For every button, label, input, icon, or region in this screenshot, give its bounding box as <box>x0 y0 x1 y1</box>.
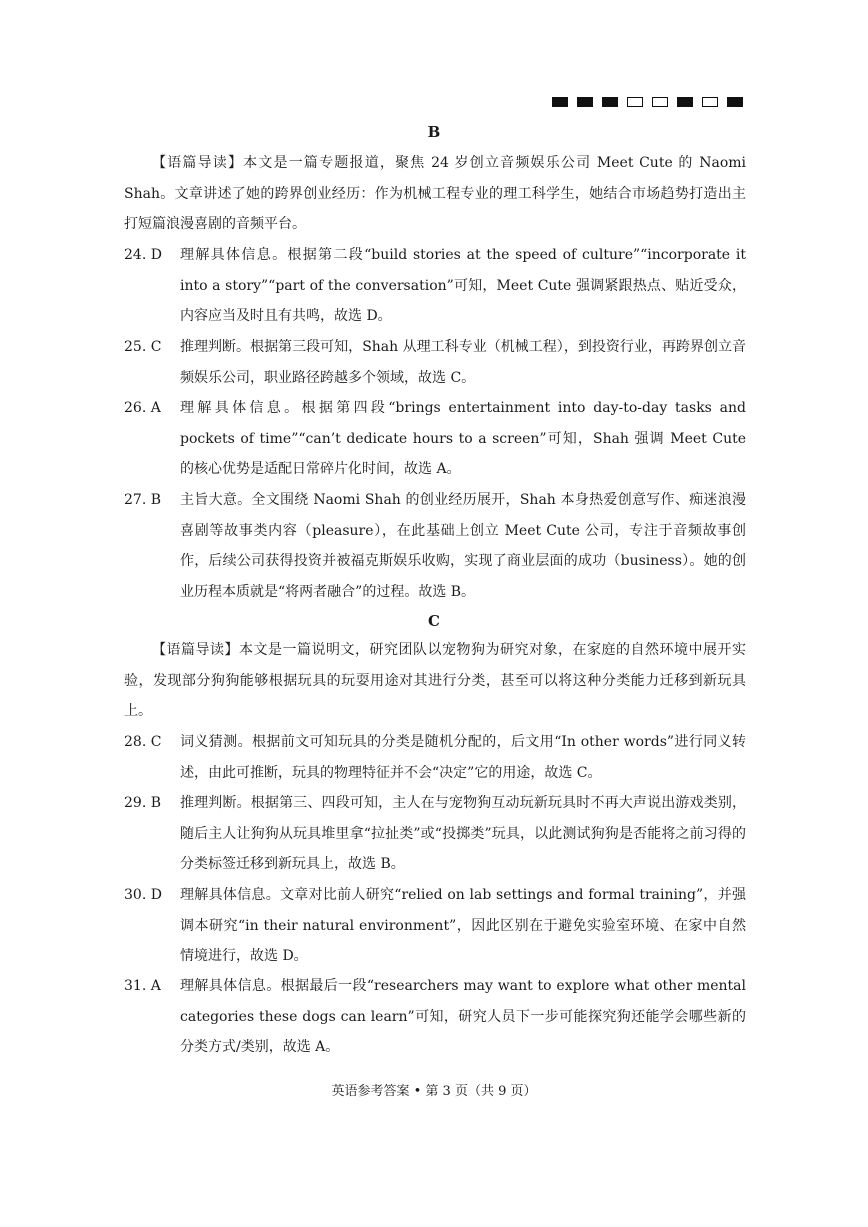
answer-number: 31. A <box>124 978 161 994</box>
section-b-label: B <box>427 123 441 141</box>
answer-28 <box>124 727 746 788</box>
answer-text: 词义猜测。根据前文可知玩具的分类是随机分配的，后文用“In other words”进行同义转述，由此可推断，玩具的物理特征并不会“决定”它的用途，故选 C。 <box>180 734 746 781</box>
answer-text: 主旨大意。全文围绕 Naomi Shah 的创业经历展开，Shah 本身热爱创意写作、痴迷浪漫喜剧等故事类内容（pleasure），在此基础上创立 Meet Cute 公司，专注于音频故事创作，后续公司获得投资并被福克斯娱乐收购，实现了商业层面的成功（business）。她的创业历程本质就是“将两者融合”的过程。故选 B。 <box>180 492 746 600</box>
answer-number: 30. D <box>124 887 162 903</box>
header-mark <box>702 97 718 107</box>
answer-number: 29. B <box>124 795 162 811</box>
header-marks <box>552 97 743 107</box>
answer-text: 推理判断。根据第三、四段可知，主人在与宠物狗互动玩新玩具时不再大声说出游戏类别，随后主人让狗狗从玩具堆里拿“拉扯类”或“投掷类”玩具，以此测试狗狗是否能将之前习得的分类标签迁移到新玩具上，故选 B。 <box>180 795 746 872</box>
answer-text: 推理判断。根据第三段可知，Shah 从理工科专业（机械工程），到投资行业，再跨界创立音频娱乐公司，职业路径跨越多个领域，故选 C。 <box>180 339 746 386</box>
section-c-intro: 【语篇导读】本文是一篇说明文，研究团队以宠物狗为研究对象，在家庭的自然环境中展开实验，发现部分狗狗能够根据玩具的玩耍用途对其进行分类，甚至可以将这种分类能力迁移到新玩具上。 <box>124 642 746 719</box>
header-mark <box>727 97 743 107</box>
header-mark <box>627 97 643 107</box>
answer-number: 24. D <box>124 247 162 263</box>
header-mark <box>602 97 618 107</box>
answer-29 <box>124 788 746 880</box>
section-b-intro: 【语篇导读】本文是一篇专题报道，聚焦 24 岁创立音频娱乐公司 Meet Cute 的 Naomi Shah。文章讲述了她的跨界创业经历：作为机械工程专业的理工科学生，她结合市场趋势打造出主打短篇浪漫喜剧的音频平台。 <box>124 155 746 232</box>
answer-31 <box>124 971 746 1063</box>
answer-text: 理解具体信息。根据第二段“build stories at the speed of culture”“incorporate it into a story”“part of the conversation”可知，Meet Cute 强调紧跟热点、贴近受众，内容应当及时且有共鸣，故选 D。 <box>180 247 746 324</box>
answer-number: 25. C <box>124 339 162 355</box>
answer-number: 27. B <box>124 492 162 508</box>
answer-number: 26. A <box>124 400 161 416</box>
answer-25 <box>124 332 746 393</box>
section-c-label: C <box>428 612 440 630</box>
answer-text: 理解具体信息。根据第四段“brings entertainment into day-to-day tasks and pockets of time”“can’t dedicate hours to a screen”可知，Shah 强调 Meet Cute 的核心优势是适配日常碎片化时间，故选 A。 <box>180 400 746 477</box>
answer-26 <box>124 393 746 485</box>
header-mark <box>677 97 693 107</box>
answer-24 <box>124 240 746 332</box>
header-mark <box>652 97 668 107</box>
header-mark <box>577 97 593 107</box>
answer-27 <box>124 485 746 607</box>
header-mark <box>552 97 568 107</box>
page-footer: 英语参考答案 • 第 3 页（共 9 页） <box>331 1084 537 1099</box>
answer-text: 理解具体信息。文章对比前人研究“relied on lab settings and formal training”，并强调本研究“in their natural environment”，因此区别在于避免实验室环境、在家中自然情境进行，故选 D。 <box>180 887 746 964</box>
answer-text: 理解具体信息。根据最后一段“researchers may want to explore what other mental categories these dogs can learn”可知，研究人员下一步可能探究狗还能学会哪些新的分类方式/类别，故选 A。 <box>180 978 746 1055</box>
answer-number: 28. C <box>124 734 162 750</box>
answer-30 <box>124 880 746 972</box>
